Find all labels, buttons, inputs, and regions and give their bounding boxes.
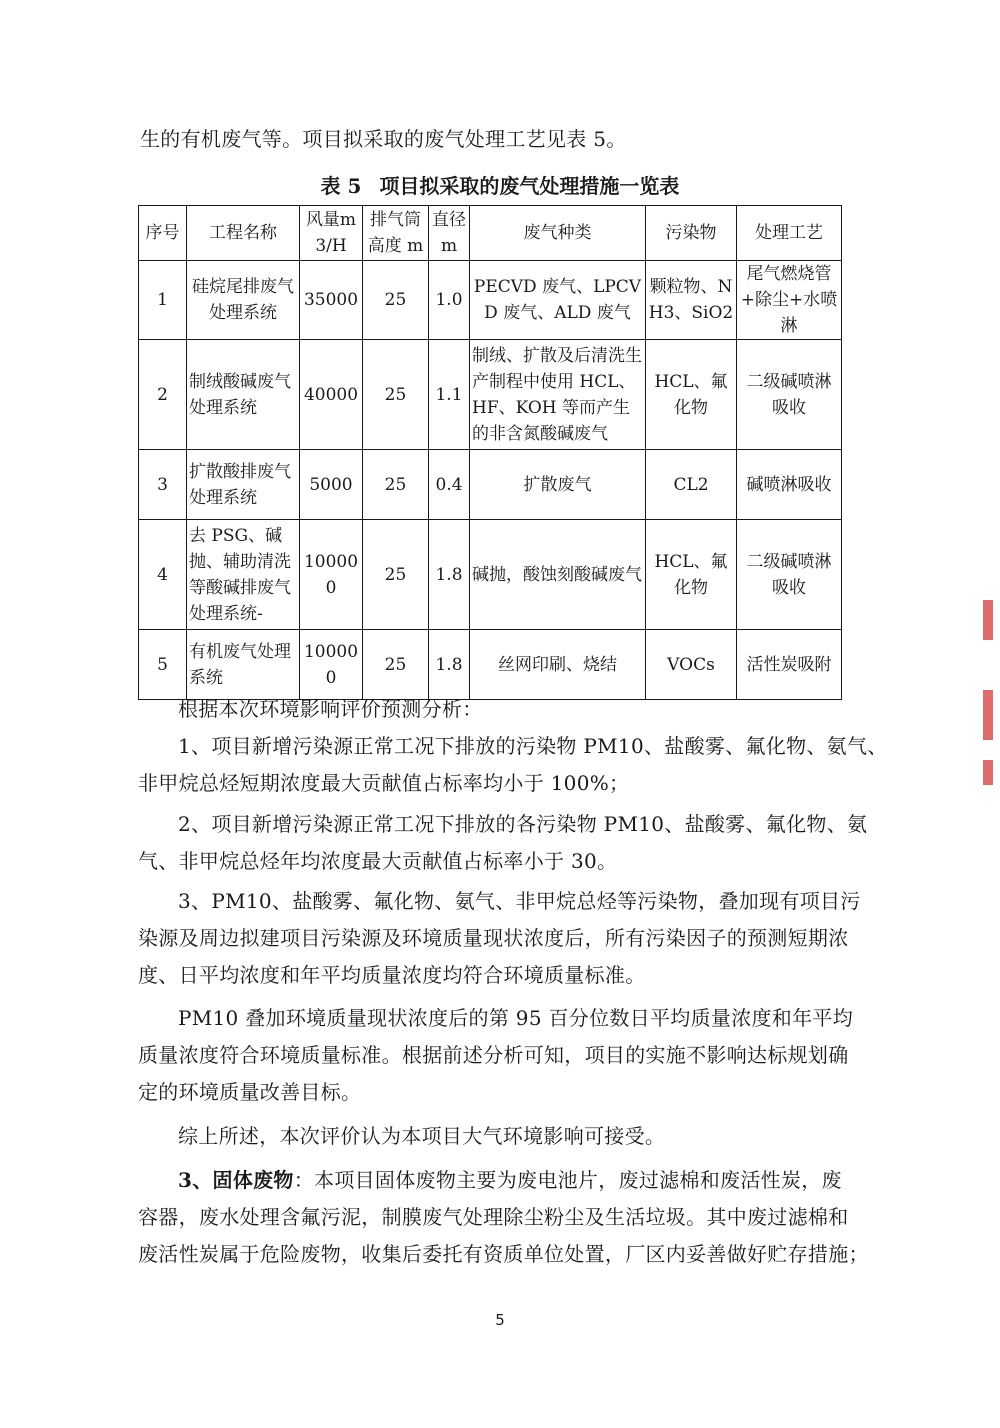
cell-no: 4: [139, 520, 187, 630]
cell-no: 2: [139, 340, 187, 450]
header-air: 风量m3/H: [300, 206, 363, 261]
cell-no: 1: [139, 261, 187, 340]
cell-process: 碱喷淋吸收: [737, 450, 842, 520]
cell-height: 25: [363, 340, 429, 450]
cell-pollutant: HCL、氟化物: [646, 520, 737, 630]
cell-air: 40000: [300, 340, 363, 450]
table-header-row: [139, 206, 842, 261]
cell-height: 25: [363, 261, 429, 340]
paragraph-line: 染源及周边拟建项目污染源及环境质量现状浓度后，所有污染因子的预测短期浓: [138, 926, 849, 950]
cell-diameter: 0.4: [429, 450, 470, 520]
seal-stamp-fragment: [983, 600, 993, 640]
cell-height: 25: [363, 450, 429, 520]
paragraph-line: 度、日平均浓度和年平均质量浓度均符合环境质量标准。: [138, 963, 646, 987]
cell-gas-type: 碱抛，酸蚀刻酸碱废气: [470, 520, 646, 630]
table-caption: [0, 172, 1000, 200]
paragraph-line: 气、非甲烷总烃年均浓度最大贡献值占标率小于 30。: [138, 849, 618, 873]
paragraph-line: 3、PM10、盐酸雾、氟化物、氨气、非甲烷总烃等污染物，叠加现有项目污: [178, 889, 861, 913]
paragraph-line: 综上所述，本次评价认为本项目大气环境影响可接受。: [178, 1124, 666, 1148]
cell-air: 5000: [300, 450, 363, 520]
seal-stamp-fragment: [983, 760, 993, 785]
cell-height: 25: [363, 520, 429, 630]
cell-no: 5: [139, 630, 187, 700]
waste-gas-table: [138, 205, 842, 700]
cell-air: 100000: [300, 630, 363, 700]
cell-diameter: 1.8: [429, 630, 470, 700]
header-name: 工程名称: [187, 206, 300, 261]
header-pollutant: 污染物: [646, 206, 737, 261]
paragraph-line: 定的环境质量改善目标。: [138, 1080, 362, 1104]
paragraph-line: 1、项目新增污染源正常工况下排放的污染物 PM10、盐酸雾、氟化物、氨气、: [178, 734, 888, 758]
page-number: 5: [495, 1311, 505, 1329]
cell-name: 去 PSG、碱抛、辅助清洗等酸碱排废气处理系统-: [187, 520, 300, 630]
header-gas-type: 废气种类: [470, 206, 646, 261]
table-caption-number: 表 5: [320, 174, 362, 198]
header-height: 排气筒高度 m: [363, 206, 429, 261]
cell-air: 35000: [300, 261, 363, 340]
cell-process: 尾气燃烧管+除尘+水喷淋: [737, 261, 842, 340]
paragraph-line: [178, 1166, 842, 1194]
cell-height: 25: [363, 630, 429, 700]
cell-pollutant: 颗粒物、NH3、SiO2: [646, 261, 737, 340]
cell-gas-type: 丝网印刷、烧结: [470, 630, 646, 700]
cell-process: 活性炭吸附: [737, 630, 842, 700]
cell-gas-type: 扩散废气: [470, 450, 646, 520]
cell-air: 100000: [300, 520, 363, 630]
header-no: 序号: [139, 206, 187, 261]
table-row: [139, 630, 842, 700]
header-diameter: 直径m: [429, 206, 470, 261]
paragraph-line: PM10 叠加环境质量现状浓度后的第 95 百分位数日平均质量浓度和年平均: [178, 1006, 854, 1030]
cell-process: 二级碱喷淋吸收: [737, 340, 842, 450]
table-caption-title: 项目拟采取的废气处理措施一览表: [379, 174, 680, 198]
cell-diameter: 1.8: [429, 520, 470, 630]
analysis-heading: 根据本次环境影响评价预测分析：: [178, 697, 483, 721]
cell-gas-type: 制绒、扩散及后清洗生产制程中使用 HCL、HF、KOH 等而产生的非含氮酸碱废气: [470, 340, 646, 450]
cell-name: 扩散酸排废气处理系统: [187, 450, 300, 520]
cell-diameter: 1.1: [429, 340, 470, 450]
cell-pollutant: CL2: [646, 450, 737, 520]
paragraph-line: 2、项目新增污染源正常工况下排放的各污染物 PM10、盐酸雾、氟化物、氨: [178, 812, 868, 836]
paragraph-line: 容器，废水处理含氟污泥，制膜废气处理除尘粉尘及生活垃圾。其中废过滤棉和: [138, 1205, 849, 1229]
intro-line: 生的有机废气等。项目拟采取的废气处理工艺见表 5。: [140, 127, 627, 151]
paragraph-line: 非甲烷总烃短期浓度最大贡献值占标率均小于 100%；: [138, 771, 630, 795]
paragraph-line: 质量浓度符合环境质量标准。根据前述分析可知，项目的实施不影响达标规划确: [138, 1043, 849, 1067]
cell-name: 制绒酸碱废气处理系统: [187, 340, 300, 450]
paragraph-text: ：本项目固体废物主要为废电池片，废过滤棉和废活性炭，废: [293, 1168, 842, 1192]
cell-name: 硅烷尾排废气处理系统: [187, 261, 300, 340]
cell-diameter: 1.0: [429, 261, 470, 340]
solid-waste-heading: 3、固体废物: [178, 1168, 294, 1192]
cell-gas-type: PECVD 废气、LPCVD 废气、ALD 废气: [470, 261, 646, 340]
cell-process: 二级碱喷淋吸收: [737, 520, 842, 630]
table-row: [139, 520, 842, 630]
table-row: [139, 450, 842, 520]
header-process: 处理工艺: [737, 206, 842, 261]
seal-stamp-fragment: [983, 690, 993, 740]
cell-pollutant: HCL、氟化物: [646, 340, 737, 450]
cell-pollutant: VOCs: [646, 630, 737, 700]
table-row: [139, 261, 842, 340]
table-row: [139, 340, 842, 450]
cell-no: 3: [139, 450, 187, 520]
paragraph-line: 废活性炭属于危险废物，收集后委托有资质单位处置，厂区内妥善做好贮存措施；: [138, 1242, 869, 1266]
cell-name: 有机废气处理系统: [187, 630, 300, 700]
